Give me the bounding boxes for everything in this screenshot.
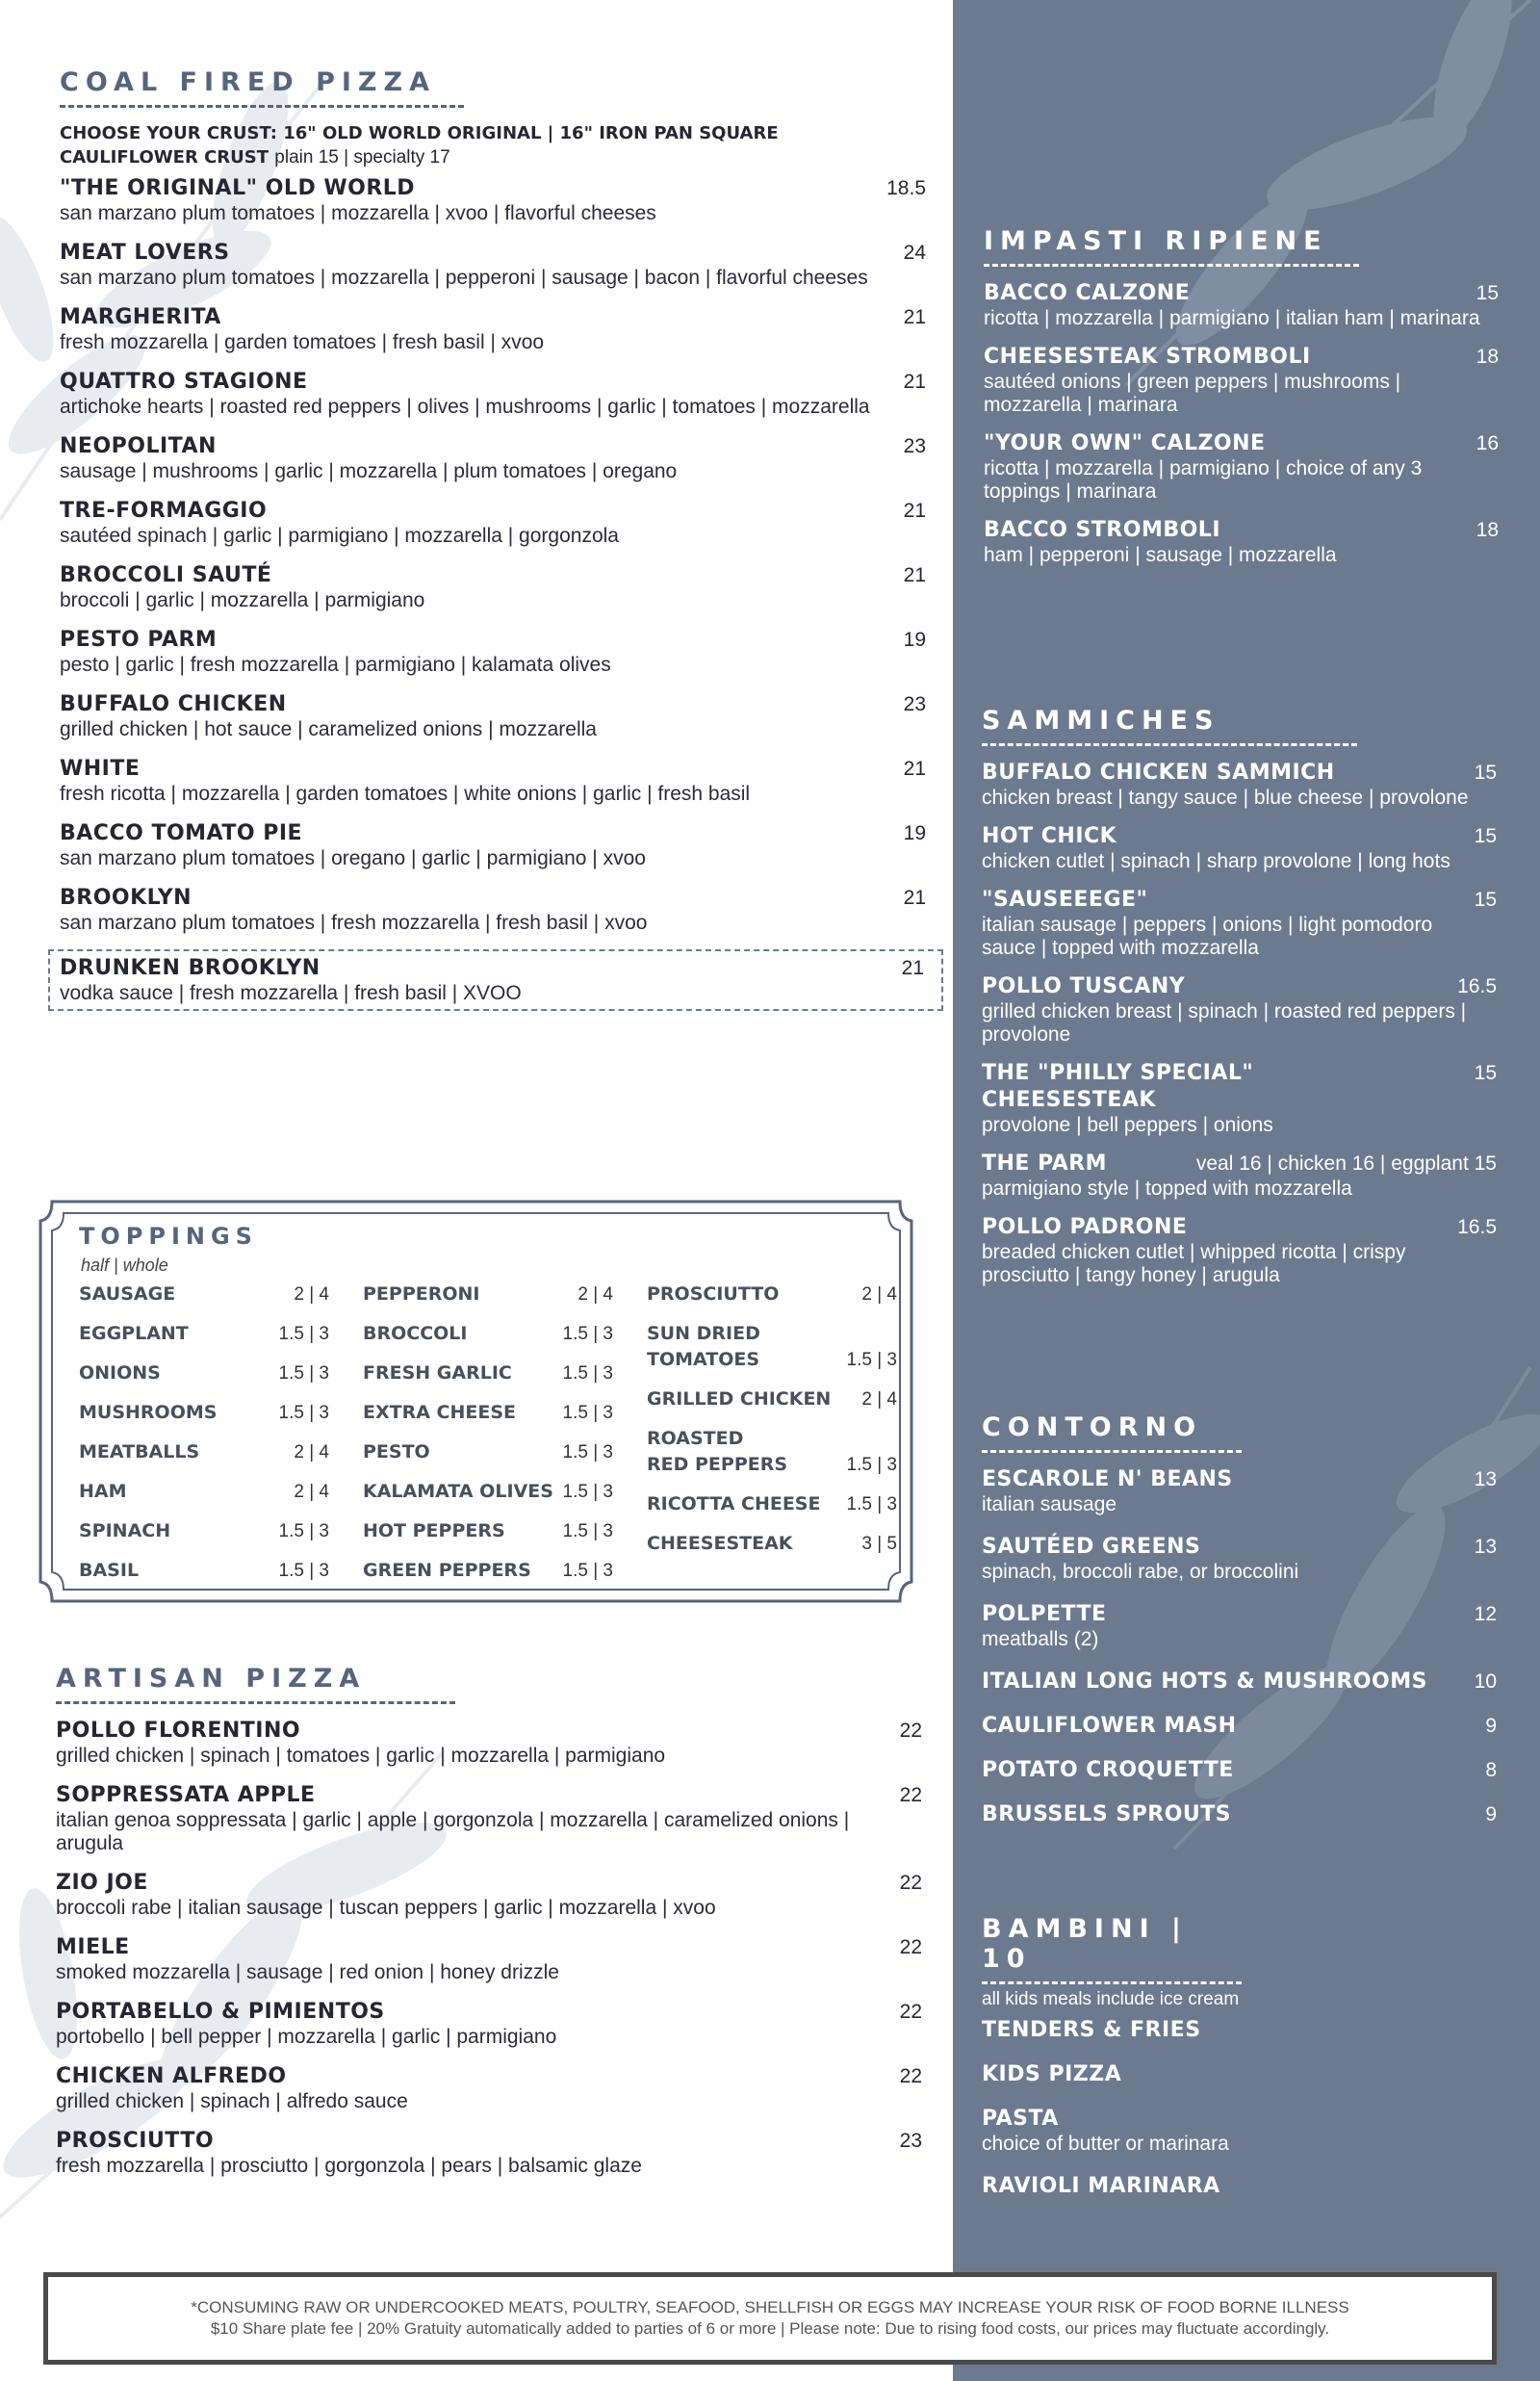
menu-item[interactable]	[60, 175, 926, 225]
topping-price: 1.5 | 3	[562, 1442, 613, 1462]
item-desc: sautéed onions | green peppers | mushrooms | mozzarella | marinara	[984, 371, 1401, 416]
topping-price: 2 | 4	[861, 1284, 897, 1305]
item-name: ZIO JOE	[56, 1871, 148, 1895]
menu-item[interactable]	[982, 823, 1497, 873]
right-panel	[953, 0, 1540, 2381]
topping-price: 1.5 | 3	[846, 1494, 897, 1514]
item-price: 18.5	[886, 177, 926, 199]
menu-item[interactable]	[60, 562, 926, 612]
section-title: CONTORNO	[982, 1412, 1203, 1442]
divider	[982, 1450, 1242, 1453]
topping-price: 1.5 | 3	[278, 1403, 329, 1423]
section-title: IMPASTI RIPIENE	[984, 226, 1328, 256]
item-desc: ricotta | mozzarella | parmigiano | italian ham | marinara	[984, 307, 1480, 329]
topping-row[interactable]	[79, 1321, 329, 1347]
item-price: 22	[899, 1720, 922, 1742]
menu-item[interactable]	[60, 627, 926, 677]
topping-name: RICOTTA CHEESE	[647, 1493, 821, 1514]
item-name: MIELE	[56, 1935, 130, 1959]
item-price: 21	[903, 306, 926, 328]
item-desc: ham | pepperoni | sausage | mozzarella	[984, 544, 1337, 566]
menu-item[interactable]	[60, 304, 926, 354]
item-price: 12	[1474, 1603, 1497, 1625]
item-desc: vodka sauce | fresh mozzarella | fresh basil | XVOO	[60, 982, 522, 1004]
menu-item[interactable]	[982, 1713, 1497, 1740]
item-name: BROCCOLI SAUTÉ	[60, 563, 272, 587]
item-price: 13	[1474, 1536, 1497, 1558]
item-name: ESCAROLE N' BEANS	[982, 1467, 1233, 1491]
menu-item[interactable]	[60, 756, 926, 806]
divider	[60, 105, 464, 108]
menu-item[interactable]	[982, 760, 1497, 810]
contorno-section	[982, 1412, 1497, 1846]
topping-row[interactable]	[647, 1426, 897, 1478]
topping-row[interactable]	[79, 1558, 329, 1584]
menu-item[interactable]	[60, 691, 926, 741]
topping-price: 1.5 | 3	[278, 1561, 329, 1581]
menu-item[interactable]	[982, 1466, 1497, 1516]
item-name: CHEESESTEAK STROMBOLI	[984, 345, 1311, 369]
menu-item[interactable]	[56, 1870, 922, 1920]
topping-name: SPINACH	[79, 1520, 171, 1541]
section-title: COAL FIRED PIZZA	[60, 67, 436, 97]
fees-note: $10 Share plate fee | 20% Gratuity automatically added to parties of 6 or more | Please note: Due to rising food costs, our prices may fluctuate accordingly.	[210, 2319, 1330, 2338]
item-name: QUATTRO STAGIONE	[60, 370, 308, 394]
sammiches-items-list	[982, 760, 1497, 1287]
topping-row[interactable]	[79, 1281, 329, 1307]
item-desc: breaded chicken cutlet | whipped ricotta | crispy prosciutto | tangy honey | arugula	[982, 1241, 1406, 1286]
item-name: POLLO PADRONE	[982, 1215, 1188, 1239]
item-name: SOPPRESSATA APPLE	[56, 1783, 316, 1807]
item-price: veal 16 | chicken 16 | eggplant 15	[1195, 1152, 1497, 1175]
featured-item[interactable]	[48, 949, 943, 1011]
crust-options: CHOOSE YOUR CRUST: 16" OLD WORLD ORIGINAL | 16" IRON PAN SQUARE	[60, 123, 779, 143]
topping-price: 2 | 4	[294, 1284, 329, 1305]
menu-item[interactable]	[982, 1060, 1497, 1137]
topping-row[interactable]	[363, 1558, 613, 1584]
topping-name: EGGPLANT	[79, 1323, 189, 1344]
toppings-column	[647, 1281, 897, 1570]
item-name: POLLO FLORENTINO	[56, 1719, 301, 1743]
item-price: 15	[1474, 1062, 1497, 1084]
topping-price: 1.5 | 3	[562, 1324, 613, 1344]
item-price: 16.5	[1457, 1216, 1497, 1238]
item-name: CAULIFLOWER MASH	[982, 1714, 1237, 1738]
topping-row[interactable]	[647, 1491, 897, 1517]
topping-price: 1.5 | 3	[562, 1363, 613, 1384]
item-price: 21	[903, 500, 926, 522]
topping-price: 1.5 | 3	[562, 1482, 613, 1502]
item-desc: pesto | garlic | fresh mozzarella | parmigiano | kalamata olives	[60, 654, 611, 676]
item-price: 22	[899, 1936, 922, 1958]
allergy-warning: *CONSUMING RAW OR UNDERCOOKED MEATS, POULTRY, SEAFOOD, SHELLFISH OR EGGS MAY INCREASE YOUR RISK OF FOOD BORNE ILLNESS	[191, 2298, 1349, 2316]
item-price: 15	[1474, 762, 1497, 784]
topping-price: 1.5 | 3	[846, 1350, 897, 1370]
topping-name: GRILLED CHICKEN	[647, 1388, 832, 1410]
topping-price: 2 | 4	[294, 1442, 329, 1462]
menu-item[interactable]	[982, 1151, 1497, 1201]
divider	[982, 1981, 1242, 1984]
crust-note	[60, 121, 926, 169]
menu-item[interactable]	[984, 344, 1499, 417]
item-name: MARGHERITA	[60, 305, 221, 329]
item-name: POLPETTE	[982, 1602, 1107, 1626]
item-desc: grilled chicken | hot sauce | caramelized onions | mozzarella	[60, 718, 597, 740]
topping-name: BASIL	[79, 1560, 140, 1581]
item-price: 21	[903, 758, 926, 780]
topping-row[interactable]	[79, 1400, 329, 1426]
topping-row[interactable]	[647, 1321, 897, 1373]
item-name: MEAT LOVERS	[60, 241, 230, 265]
bambini-section	[982, 1914, 1497, 2217]
item-desc: fresh mozzarella | prosciutto | gorgonzola | pears | balsamic glaze	[56, 2155, 642, 2177]
topping-row[interactable]	[79, 1360, 329, 1386]
topping-name: PESTO	[363, 1441, 430, 1462]
topping-row[interactable]	[647, 1281, 897, 1307]
menu-item[interactable]	[56, 2063, 922, 2113]
section-title: ARTISAN PIZZA	[56, 1664, 367, 1694]
item-desc: chicken cutlet | spinach | sharp provolone | long hots	[982, 850, 1450, 872]
item-desc: fresh mozzarella | garden tomatoes | fresh basil | xvoo	[60, 331, 545, 353]
item-price: 23	[903, 693, 926, 715]
item-name: POTATO CROQUETTE	[982, 1758, 1234, 1782]
menu-item[interactable]	[60, 820, 926, 870]
item-desc: grilled chicken | spinach | alfredo sauce	[56, 2090, 408, 2112]
menu-item[interactable]	[982, 1534, 1497, 1584]
item-name: PASTA	[982, 2107, 1059, 2131]
item-name: DRUNKEN BROOKLYN	[60, 956, 321, 980]
topping-row[interactable]	[647, 1386, 897, 1412]
item-desc: sautéed spinach | garlic | parmigiano | mozzarella | gorgonzola	[60, 525, 619, 547]
sammiches-section	[982, 706, 1497, 1301]
item-desc: choice of butter or marinara	[982, 2133, 1229, 2155]
topping-row[interactable]	[363, 1400, 613, 1426]
menu-item[interactable]	[984, 280, 1499, 330]
impasti-items-list	[984, 280, 1499, 567]
item-price: 16	[1476, 432, 1499, 454]
menu-item[interactable]	[982, 1669, 1497, 1695]
topping-row[interactable]	[363, 1360, 613, 1386]
coal-fired-section	[60, 67, 926, 1024]
section-title: SAMMICHES	[982, 706, 1220, 736]
item-price: 22	[899, 2001, 922, 2023]
toppings-column	[79, 1281, 329, 1597]
topping-row[interactable]	[363, 1479, 613, 1505]
item-price: 24	[903, 242, 926, 264]
topping-price: 1.5 | 3	[562, 1561, 613, 1581]
menu-item[interactable]	[982, 1214, 1497, 1287]
item-name: "YOUR OWN" CALZONE	[984, 431, 1266, 455]
topping-price: 2 | 4	[861, 1389, 897, 1410]
menu-item[interactable]	[984, 430, 1499, 504]
item-price: 23	[903, 435, 926, 457]
menu-item[interactable]	[60, 885, 926, 935]
item-name: CHICKEN ALFREDO	[56, 2064, 287, 2088]
item-price: 16.5	[1457, 975, 1497, 997]
item-price: 21	[903, 371, 926, 393]
topping-name: ONIONS	[79, 1362, 161, 1384]
item-price: 19	[903, 629, 926, 651]
menu-item[interactable]	[982, 1757, 1497, 1784]
topping-name: GREEN PEPPERS	[363, 1560, 531, 1581]
item-desc: san marzano plum tomatoes | oregano | garlic | parmigiano | xvoo	[60, 847, 646, 869]
artisan-section	[56, 1664, 922, 2192]
divider	[982, 743, 1357, 746]
item-price: 21	[903, 564, 926, 586]
item-desc: broccoli | garlic | mozzarella | parmigiano	[60, 589, 425, 611]
item-desc: grilled chicken | spinach | tomatoes | garlic | mozzarella | parmigiano	[56, 1745, 666, 1767]
footer-disclaimer	[43, 2272, 1497, 2365]
item-price: 9	[1485, 1803, 1497, 1825]
topping-name: EXTRA CHEESE	[363, 1402, 517, 1423]
item-price: 22	[899, 2065, 922, 2087]
menu-item[interactable]	[56, 2128, 922, 2178]
topping-price: 1.5 | 3	[278, 1363, 329, 1384]
item-desc: grilled chicken breast | spinach | roasted red peppers | provolone	[982, 1000, 1467, 1046]
item-name: PESTO PARM	[60, 628, 218, 652]
menu-item[interactable]	[984, 517, 1499, 567]
item-desc: italian sausage | peppers | onions | light pomodoro sauce | topped with mozzarella	[982, 914, 1433, 959]
menu-item[interactable]	[56, 1718, 922, 1768]
topping-name: FRESH GARLIC	[363, 1362, 512, 1384]
cauliflower-crust: CAULIFLOWER CRUST	[60, 147, 270, 168]
item-price: 18	[1476, 346, 1499, 368]
item-price: 9	[1485, 1715, 1497, 1737]
item-name: ITALIAN LONG HOTS & MUSHROOMS	[982, 1669, 1427, 1694]
item-desc: italian genoa soppressata | garlic | apple | gorgonzola | mozzarella | caramelized onions | arugula	[56, 1809, 850, 1854]
menu-item[interactable]	[982, 887, 1497, 960]
topping-price: 1.5 | 3	[562, 1521, 613, 1541]
item-price: 22	[899, 1784, 922, 1806]
item-desc: artichoke hearts | roasted red peppers | olives | mushrooms | garlic | tomatoes | mozzarella	[60, 396, 870, 418]
item-name: BUFFALO CHICKEN SAMMICH	[982, 761, 1335, 785]
coal-items-list	[60, 175, 926, 935]
item-desc: smoked mozzarella | sausage | red onion | honey drizzle	[56, 1961, 559, 1983]
toppings-column	[363, 1281, 613, 1597]
item-price: 15	[1474, 825, 1497, 847]
item-desc: san marzano plum tomatoes | mozzarella | pepperoni | sausage | bacon | flavorful cheeses	[60, 267, 868, 289]
topping-price: 2 | 4	[294, 1482, 329, 1502]
topping-name: PEPPERONI	[363, 1283, 480, 1305]
item-desc: fresh ricotta | mozzarella | garden tomatoes | white onions | garlic | fresh basil	[60, 783, 751, 805]
item-desc: ricotta | mozzarella | parmigiano | choice of any 3 toppings | marinara	[984, 457, 1423, 503]
item-desc: sausage | mushrooms | garlic | mozzarella | plum tomatoes | oregano	[60, 460, 678, 482]
item-name: HOT CHICK	[982, 824, 1117, 848]
item-desc: italian sausage	[982, 1493, 1117, 1515]
topping-name: HOT PEPPERS	[363, 1520, 505, 1541]
item-price: 13	[1474, 1468, 1497, 1490]
topping-name: ROASTED RED PEPPERS	[647, 1428, 788, 1475]
item-desc: san marzano plum tomatoes | fresh mozzarella | fresh basil | xvoo	[60, 912, 648, 934]
section-title: BAMBINI | 10	[982, 1914, 1188, 1974]
menu-item[interactable]	[982, 1601, 1497, 1651]
item-price: 19	[903, 822, 926, 844]
item-desc: portobello | bell pepper | mozzarella | garlic | parmigiano	[56, 2026, 557, 2048]
item-price: 18	[1476, 519, 1499, 541]
topping-row[interactable]	[79, 1439, 329, 1465]
item-desc: san marzano plum tomatoes | mozzarella | xvoo | flavorful cheeses	[60, 202, 656, 224]
menu-item[interactable]	[982, 1801, 1497, 1828]
menu-item[interactable]	[56, 1934, 922, 1984]
menu-item[interactable]	[56, 1999, 922, 2049]
topping-price: 2 | 4	[578, 1284, 613, 1305]
item-price: 10	[1474, 1670, 1497, 1693]
menu-item[interactable]	[982, 2017, 1497, 2044]
item-price: 15	[1474, 889, 1497, 911]
item-name: BACCO TOMATO PIE	[60, 821, 303, 845]
topping-name: SUN DRIED TOMATOES	[647, 1323, 760, 1370]
topping-name: HAM	[79, 1481, 127, 1502]
menu-item[interactable]	[60, 433, 926, 483]
item-name: THE "PHILLY SPECIAL" CHEESESTEAK	[982, 1061, 1254, 1112]
topping-name: BROCCOLI	[363, 1323, 468, 1344]
topping-row[interactable]	[363, 1321, 613, 1347]
contorno-items-list	[982, 1466, 1497, 1828]
toppings-box	[31, 1192, 921, 1611]
item-name: BUFFALO CHICKEN	[60, 692, 287, 716]
item-desc: broccoli rabe | italian sausage | tuscan peppers | garlic | mozzarella | xvoo	[56, 1897, 716, 1919]
item-desc: provolone | bell peppers | onions	[982, 1114, 1273, 1136]
topping-row[interactable]	[363, 1439, 613, 1465]
item-desc: parmigiano style | topped with mozzarella	[982, 1178, 1352, 1200]
item-price: 22	[899, 1872, 922, 1894]
cauliflower-price: plain 15 | specialty 17	[274, 147, 450, 168]
menu-item[interactable]	[60, 240, 926, 290]
topping-name: MUSHROOMS	[79, 1402, 218, 1423]
menu-item[interactable]	[60, 498, 926, 548]
item-name: "THE ORIGINAL" OLD WORLD	[60, 176, 416, 200]
topping-price: 1.5 | 3	[278, 1324, 329, 1344]
topping-name: MEATBALLS	[79, 1441, 200, 1462]
menu-item[interactable]	[56, 1782, 922, 1855]
topping-row[interactable]	[79, 1479, 329, 1505]
topping-price: 1.5 | 3	[278, 1521, 329, 1541]
item-price: 21	[901, 957, 924, 979]
item-name: THE PARM	[982, 1152, 1108, 1176]
item-name: POLLO TUSCANY	[982, 974, 1186, 998]
item-name: BACCO CALZONE	[984, 281, 1191, 305]
menu-item[interactable]	[982, 2061, 1497, 2088]
topping-price: 3 | 5	[861, 1534, 897, 1554]
item-name: WHITE	[60, 757, 141, 781]
item-name: BACCO STROMBOLI	[984, 518, 1221, 542]
divider	[984, 264, 1359, 267]
impasti-section	[984, 226, 1499, 581]
menu-item[interactable]	[982, 2173, 1497, 2200]
topping-name: SAUSAGE	[79, 1283, 176, 1305]
topping-price: 1.5 | 3	[846, 1455, 897, 1475]
menu-item[interactable]	[60, 369, 926, 419]
topping-name: CHEESESTEAK	[647, 1533, 793, 1554]
topping-price: 1.5 | 3	[562, 1403, 613, 1423]
menu-item[interactable]	[982, 973, 1497, 1047]
item-name: NEOPOLITAN	[60, 434, 217, 458]
bambini-items-list	[982, 2017, 1497, 2200]
item-price: 15	[1476, 282, 1499, 304]
item-name: BRUSSELS SPROUTS	[982, 1802, 1232, 1826]
bambini-note: all kids meals include ice cream	[982, 1989, 1240, 2009]
topping-row[interactable]	[79, 1518, 329, 1544]
item-name: PROSCIUTTO	[56, 2129, 215, 2153]
topping-row[interactable]	[363, 1518, 613, 1544]
item-price: 21	[903, 887, 926, 909]
item-name: KIDS PIZZA	[982, 2062, 1122, 2086]
item-name: "SAUSEEEGE"	[982, 888, 1148, 912]
section-title: TOPPINGS	[79, 1223, 258, 1250]
item-name: TRE-FORMAGGIO	[60, 499, 268, 523]
item-desc: chicken breast | tangy sauce | blue cheese | provolone	[982, 787, 1469, 809]
item-name: RAVIOLI MARINARA	[982, 2174, 1220, 2198]
topping-row[interactable]	[363, 1281, 613, 1307]
artisan-items-list	[56, 1718, 922, 2178]
item-name: TENDERS & FRIES	[982, 2018, 1201, 2042]
item-desc: spinach, broccoli rabe, or broccolini	[982, 1561, 1299, 1583]
item-price: 23	[899, 2130, 922, 2152]
item-name: BROOKLYN	[60, 886, 192, 910]
topping-name: PROSCIUTTO	[647, 1283, 780, 1305]
item-name: PORTABELLO & PIMIENTOS	[56, 2000, 385, 2024]
toppings-subtitle: half | whole	[81, 1255, 168, 1275]
divider	[56, 1701, 455, 1704]
item-desc: meatballs (2)	[982, 1628, 1099, 1650]
item-price: 8	[1485, 1759, 1497, 1781]
item-name: SAUTÉED GREENS	[982, 1535, 1201, 1559]
topping-name: KALAMATA OLIVES	[363, 1481, 553, 1502]
menu-item[interactable]	[982, 2106, 1497, 2156]
topping-row[interactable]	[647, 1531, 897, 1557]
